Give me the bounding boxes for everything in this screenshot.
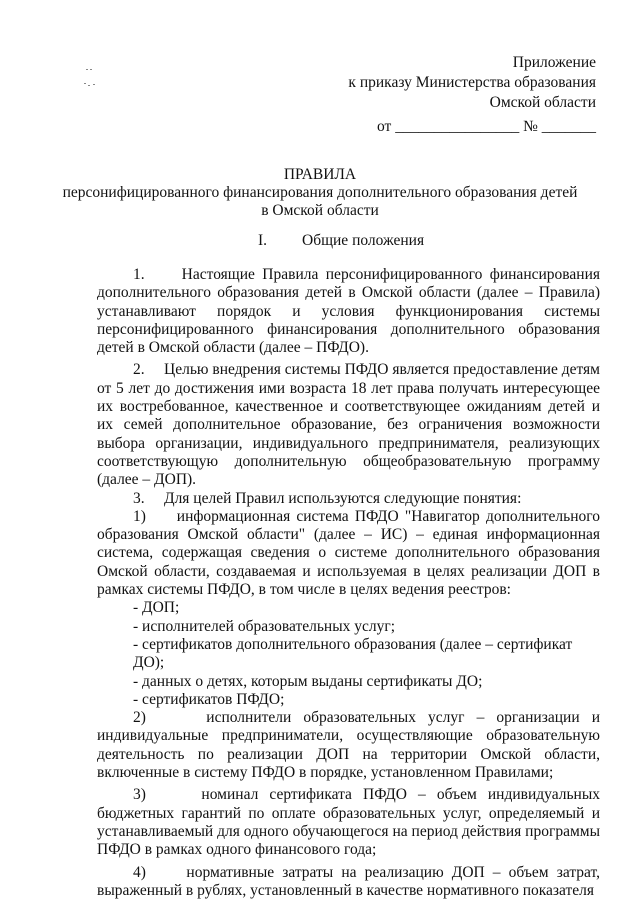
- document-title: ПРАВИЛА: [283, 166, 357, 183]
- document-subtitle: в Омской области: [261, 202, 379, 219]
- section-heading: [258, 232, 424, 250]
- appendix-line: Омской области: [489, 94, 596, 111]
- list-item: - исполнителей образовательных услуг;: [133, 617, 396, 635]
- paragraph: 4) нормативные затраты на реализацию ДОП – объем затрат, выраженный в рублях, установленный в качестве нормативного показателя: [97, 863, 600, 899]
- document-subtitle: персонифицированного финансирования дополнительного образования детей: [62, 184, 578, 201]
- appendix-line: Приложение: [512, 54, 596, 71]
- document-body: [97, 266, 600, 900]
- paragraph: 1) информационная система ПФДО "Навигатор дополнительного образования Омской области" (далее – ИС) – единая информационная система, содержащая сведения о системе дополнительного образования Омской области, создаваемая и используемая в целях реализации ДОП в рамках системы ПФДО, в том числе в целях ведения реестров:: [97, 507, 600, 599]
- appendix-line: к приказу Министерства образования: [348, 74, 596, 91]
- paragraph: 2) исполнители образовательных услуг – организации и индивидуальные предприниматели, осуществляющие образовательную деятельность по реализации ДОП на территории Омской области, включенные в систему ПФДО в порядке, установленном Правилами;: [97, 709, 600, 782]
- list-item: - сертификатов ПФДО;: [133, 690, 285, 708]
- section-number: I.: [258, 232, 268, 249]
- paragraph: 3. Для целей Правил используются следующие понятия:: [133, 489, 522, 507]
- scan-artifact: [84, 66, 104, 90]
- paragraph: 3) номинал сертификата ПФДО – объем индивидуальных бюджетных гарантий по оплате образовательных услуг, определяемый и устанавливаемый для одного обучающегося на период действия программы ПФДО в рамках одного финансового года;: [97, 786, 600, 859]
- section-title: Общие положения: [302, 232, 425, 249]
- appendix-line: от ________________ № _______: [377, 118, 596, 135]
- paragraph: 2. Целью внедрения системы ПФДО является предоставление детям от 5 лет до достижения ими возраста 18 лет права получать интересующее их востребованное, качественное и соответствующее ожиданиям детей и их семей дополнительное образование, без ограничения возможности выбора организации, индивидуального предпринимателя, реализующих соответствующую дополнительную общеобразовательную программу (далее – ДОП).: [97, 361, 600, 489]
- appendix-header: [348, 53, 596, 137]
- list-item: - сертификатов дополнительного образования (далее – сертификат ДО);: [133, 635, 573, 672]
- paragraph: 1. Настоящие Правила персонифицированного финансирования дополнительного образования детей в Омской области (далее – Правила) устанавливают порядок и условия функционирования системы персонифицированного финансирования дополнительного образования детей в Омской области (далее – ПФДО).: [97, 266, 600, 357]
- list-item: - ДОП;: [133, 599, 180, 617]
- list-item: - данных о детях, которым выданы сертификаты ДО;: [133, 672, 483, 690]
